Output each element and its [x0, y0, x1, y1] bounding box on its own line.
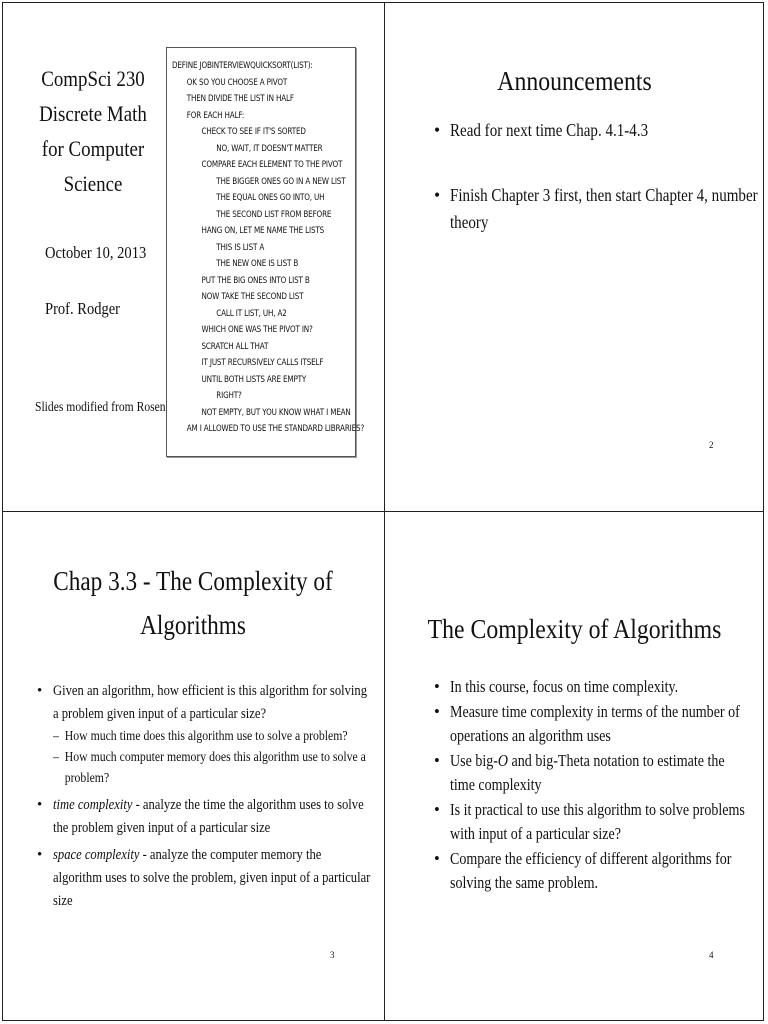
comic-line: COMPARE EACH ELEMENT TO THE PIVOT: [201, 160, 343, 170]
course-title-line: Science: [63, 171, 123, 196]
list-item: [432, 117, 768, 144]
bullet-text: Measure time complexity in terms of the number of operations an algorithm uses: [450, 702, 740, 745]
page-number: 4: [709, 950, 714, 960]
comic-line: NOT EMPTY, BUT YOU KNOW WHAT I MEAN: [201, 407, 351, 418]
comic-line: DEFINE JOBINTERVIEWQUICKSORT(LIST):: [172, 61, 313, 71]
comic-line: WHICH ONE WAS THE PIVOT IN?: [201, 325, 313, 335]
comic-line: OK SO YOU CHOOSE A PIVOT: [186, 77, 288, 88]
sub-list-item: – How much time does this algorithm use to solve a problem?: [53, 726, 372, 747]
quicksort-comic: [166, 47, 365, 457]
list-item: [35, 844, 415, 913]
comic-line: THE BIGGER ONES GO IN A NEW LIST: [216, 176, 346, 187]
comic-line: THIS IS LIST A: [216, 242, 265, 253]
comic-line: THE EQUAL ONES GO INTO, UH: [216, 193, 325, 203]
content-list: [432, 675, 768, 896]
content-list: [35, 680, 415, 917]
comic-line: AM I ALLOWED TO USE THE STANDARD LIBRARIES?: [186, 424, 365, 434]
comic-line: FOR EACH HALF:: [186, 110, 245, 121]
list-item: [432, 847, 768, 895]
list-item: [432, 700, 768, 748]
slide-title-line: Chap 3.3 - The Complexity of: [53, 566, 333, 596]
bullet-text: - analyze the time the algorithm uses to solve the problem given input of a particular size: [53, 797, 364, 836]
term-time-complexity: time complexity: [53, 797, 133, 813]
comic-line: RIGHT?: [216, 391, 242, 401]
bullet-text: Use big-: [450, 751, 498, 770]
course-title-line: for Computer: [41, 136, 145, 161]
sub-list: [53, 726, 372, 789]
comic-line: HANG ON, LET ME NAME THE LISTS: [201, 226, 325, 236]
comic-line: NOW TAKE THE SECOND LIST: [201, 292, 304, 302]
list-item: [432, 675, 768, 699]
bullet-text: Is it practical to use this algorithm to solve problems with input of a particular size?: [450, 800, 745, 843]
slide-2-announcements: [386, 3, 763, 510]
page-number: 2: [709, 440, 714, 450]
slide-title: The Complexity of Algorithms: [427, 614, 722, 644]
page-number: 3: [330, 950, 335, 960]
lecture-date: October 10, 2013: [45, 243, 147, 262]
course-title: [31, 61, 155, 201]
slide-4-complexity-of-algorithms: [386, 513, 763, 1020]
comic-text: [172, 58, 365, 438]
bullet-text: In this course, focus on time complexity.: [450, 677, 679, 696]
comic-line: THE NEW ONE IS LIST B: [216, 259, 299, 269]
comic-line: UNTIL BOTH LISTS ARE EMPTY: [201, 374, 307, 385]
professor-name: Prof. Rodger: [45, 299, 121, 318]
bullet-text: Given an algorithm, how efficient is this algorithm for solving a problem given input of a particular size?: [53, 683, 368, 722]
bullet-text: - analyze the computer memory the algorithm uses to solve the problem, given input of a particular size: [53, 847, 371, 909]
comic-line: NO, WAIT, IT DOESN'T MATTER: [216, 143, 323, 154]
sub-list-item: – How much computer memory does this algorithm use to solve a problem?: [53, 747, 372, 789]
term-space-complexity: space complexity: [53, 847, 140, 863]
course-title-line: Discrete Math: [39, 101, 147, 126]
slide-title: Announcements: [497, 66, 652, 96]
bullet-text: Finish Chapter 3 first, then start Chapter 4, number theory: [450, 185, 758, 232]
slide-3-complexity-intro: [3, 513, 383, 1020]
comic-line: THEN DIVIDE THE LIST IN HALF: [186, 94, 294, 104]
bullet-text: Compare the efficiency of different algorithms for solving the same problem.: [450, 849, 732, 892]
bullet-text: Read for next time Chap. 4.1-4.3: [450, 120, 649, 140]
comic-line: PUT THE BIG ONES INTO LIST B: [201, 275, 310, 286]
list-item: [432, 182, 768, 236]
comic-line: CHECK TO SEE IF IT'S SORTED: [201, 127, 306, 137]
slide-title: [38, 559, 348, 647]
comic-line: CALL IT LIST, UH, A2: [216, 308, 287, 319]
bullet-text: and big-Theta notation to estimate the time complexity: [450, 751, 725, 794]
comic-line: THE SECOND LIST FROM BEFORE: [216, 209, 332, 220]
slide-1-title: [3, 3, 383, 510]
horizontal-divider: [2, 511, 764, 512]
list-item: [35, 680, 415, 790]
comic-line: IT JUST RECURSIVELY CALLS ITSELF: [201, 358, 324, 368]
list-item: [35, 794, 415, 840]
comic-line: SCRATCH ALL THAT: [201, 341, 269, 352]
big-o-symbol: O: [497, 751, 509, 770]
slides-credit: Slides modified from Rosen: [35, 399, 166, 414]
course-title-line: CompSci 230: [41, 66, 145, 91]
list-item: [432, 749, 768, 797]
slide-title-line: Algorithms: [140, 610, 246, 640]
list-item: [432, 798, 768, 846]
announcement-list: [432, 117, 768, 274]
